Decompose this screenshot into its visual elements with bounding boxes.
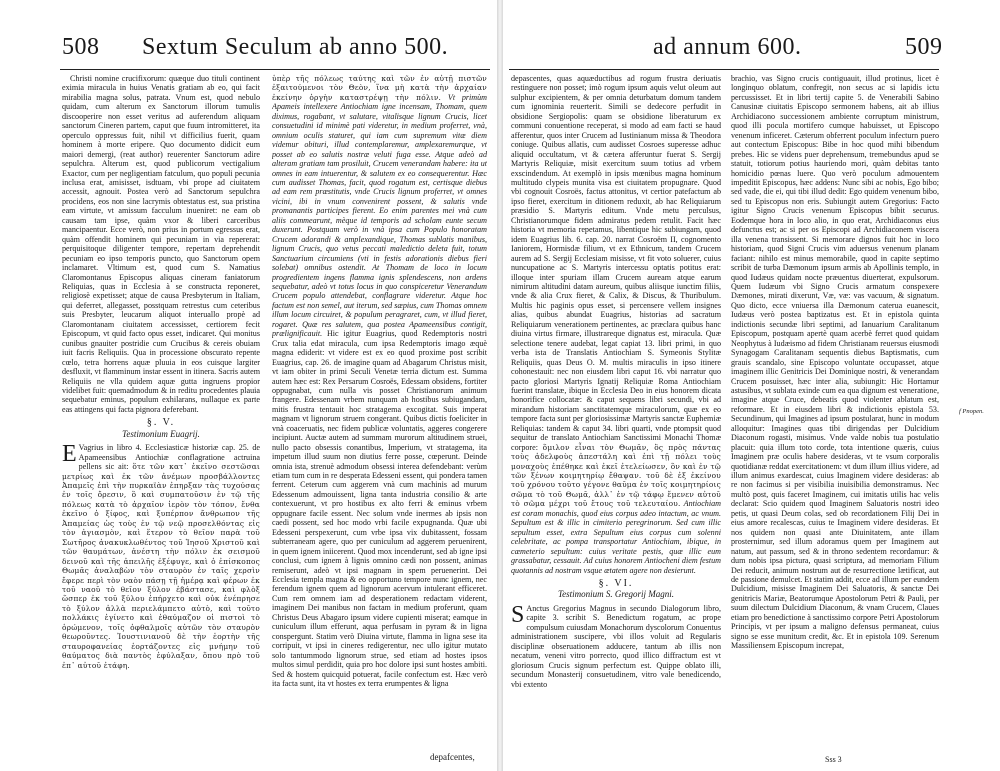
left-page bbox=[0, 0, 497, 771]
greek-passage-left-col2: ὑπὲρ τῆς πόλεως ταύτης καὶ τῶν ἐν αὐτῇ πιστῶν ἐξαιτούμενοι τὸν Θεὸν, ἵνα μὴ κατὰ τὴν ἀρχαίαν ἐκείνην ὀργὴν καταστρέψῃ τὴν πόλιν. bbox=[272, 74, 487, 102]
left-col1-paragraph: Christi nomine crucifixorum: quæque duo tituli continent eximia miracula in huius Venatis gratiam ab eo, qui facit mirabilia magna solus, patrata. Vnum est, quod nebulo quidam, cum alterum ex Sanctorum illorum tumulis discooperire non esset veritus ad auferendum aliquam sanctorum Cineren partem, caput que fuum intromitteret, ita operculo oppressus fuit, nihil vt difficilius fuerit, quam hominem à morte eripere. Quo documento didicit eum maiori demergi, (reat author) reuerenter Sanctorum adire sepulchra. Alterum est, quod publicorum vectigalium Exactor, cum per negligentiam fatculum, quo populi pecunia inclusa erat, amisisset, isdtuam, vbi prope ad ciuitatem accessit, agnouit. Postea verò ad Sanctorum sepulchra procidens, eos non sine lacrymis obtestatus est, sua pristina eam virtute, vt amissum facculum inueniret: ne eam ob causam tam ipse, quàm vxor & liberi carceribus mancipaentur. Ecce verò, non prius in portum egressus erat, quàm offendit hominem qui pecuniam in via repererat: perquisitoque diligenter tempore, repertam deprehendit pecuniam eo ipso temporis puncto, quo Sanctorum opem inclamaret. Vltimum est, quod cum S. Namatius Claromontanus Episcopus aliquas cineram faniatorum Reliquias, quas in Ecclesia à se constructa reponeret, religiosè expetisset; atque de causa Presbyterum in Italiam, qui deferret, allegasset, posstquam retrestus cum ceteribus suis Presbyter, leucarum aliquot interuallo propè ad Claromontanam ciuitatem accessisset, certiorem fecit Episcopum, vt quid facto opus esset, indicaret. Qui monitus cunibus gnauiter postridie cum Crucibus & cereis obuiam iuit facris Reliquiis. Qua in processione obscurato repente cœlo, tetra horrens aquæ pluuia in eos cuisque largiter desfluxit, vt flamminum instar essent in itinera. Sacris autem Reliquiis ne vlla quidem aquæ gutta ingruens propior videlibet fuit: quemadmodum & in reditu procedentes plauia sequebatur eminus, populum exhilarans, nullaque ex parte eas attingens qui facta pignora deferebant. bbox=[62, 74, 260, 414]
section-vi-intro: Anctus Gregorius Magnus in secundo Dialogorum libro, capite 3. scribit S. Benedictum rogatum, ac prope compulsum cuiusdam Monachorum dyscolorum Conuentus administrationem suscipere, vbi illos voluit ad Regularis disciplinæ obseruationem adducere, tantum ab illis non necatum, veneni vitro porrecto, quod illico diffractum est vt gloriosum Crucis signum perfectum est. Quippe oblato illi, secundum Monasterij consuetudinem, vitro vale benedicendo, vbi extento bbox=[511, 603, 721, 689]
latin-commentary: Hic igitur Euagrius, quod Redemptoris nostri Crux talia edat miracula, cum ipsa Redemptoris imago æquè magna ediderit: vt videre est ex eo quod proxime post scribit Euagrius, cap. 26. de imagine quam ad Abagarum Christus misit, vt iam obiter in primi Seculi Venetæ terria dictum est. Summa autem hæc est: Rex Persarum Cosroës, Edessam obsidens, fortiter oppugnabat, cum nulla vis posset Christianorum animum frangere. Edessenam vrbem nunquam ab hostibus subiugandam, mitis frustra tentauit hoc stratagema excogitat. Suis imperat magnam vt lignorum struem congerant. Quibus dictis foeliciter in vnà coaceruatis, nec fidem publicæ voluntatis, aggeres congerere incipiunt. Auctæ autem ad summam murorum altitudinem struei, nullo pacto obsessis conantibus, Imperium, vt stratagema, ita impetum illud suum non diutius ferre posse, cœperunt. Deinde omnia ista, strenuè admodum obsessi interea defendebant: verùm etiam tum cum in re desperata Edesseni essent, qui pondera tamen ferrent. Ceterum cum aggerem vnà cum machinis ad murum Edessenum admouissent, ligna tanta industria consilio & arte contexuerunt, vt pro hostibus ex alto ferri & eminus vrbem oppugnare facile essent. Nec solum vnde inermes ab ipsis non caedi possent, sed hoc modo vrbi facile expugnanda. Quæ ubi Edesseni perspexerunt, cum vrbe ipsa vix dubitassent, fossam subterraneam agere, quo per cuniculum ad aggerem peruenirent, in quem ignem iniicerent. Quod mox incenderunt, sed ab igne ipsi conclusi, cum ignem à lignis omnino cædi non possent, animas remiserunt, adeò vt ipsi magnam in spem peruenerint. Dei Ecclesia templa magna & eo opportuno tempore nunc ignem, nec ferendum ignem quem ad lignorum acervum intulerant efficeret. Cum rem omnem iam ad desperationem redactam viderent, imaginem Dei manibus non factam in medium proferunt, quam Christus Deus Abagaro ipsum videre cupienti miserat; eamque in cuniculum illum efferunt, aqua perfusam in pyram & in ligna conspergunt. Statim verò Diuina virtute, flamma in ligna sese ita corripuit, vt ipsi in cineres redigerentur, nec ullo igitur mutato solo tantummodo lignorum strue, sed etiam ad hostes ipsos multos simul perdidit, quia pro hoc dolore ipsi sunt hostes ambiti. Sed & hostem quicquid potuerat, facile confectum est. Hæc verò ita facta sunt, ita vt hostes ex terra erumpentes & ligna bbox=[272, 329, 487, 688]
margin-note: f Pnopen. bbox=[959, 408, 984, 415]
signature-mark: Sss 3 bbox=[825, 755, 842, 764]
right-column-2 bbox=[731, 74, 939, 746]
right-page-number: 509 bbox=[905, 34, 943, 60]
greek-passage-left: ὅτε τῶν κατ᾽ ἐκεῖνο σεστῶσαι μετρίως καὶ ἐκ τῶν ἀνέμων προσβάλλοντες Ἀπαμεῖς ἐπὶ τὴν πυρκαϊὰν ἐπηρξαν τὰς τυχούσας ἐν τοῖς ὄρεσιν, ὃ καὶ συμπατοῦσιν ἐν τῷ τῆς πόλεως κατὰ τὸ ἀρχαῖον ἱερὸν τὸν τόπον, ἔνθα ἐκεῖνο ὁ ξίφος, καὶ ξυπέρπον ἄνθρωπον τῆς Ἀπαμείας ὡς τοὺς ἐν τῷ νεῷ προσελθόντας εἰς τὸν ἁγιασμὸν, καὶ ἕτερον τὸ θεῖον παρὰ τοῦ Σωτῆρος ἀνακυκλωθέντος τοῦ Ἰησοῦ Χριστοῦ καὶ τῶν θαυμάτων, ἀνέστη τὴν πόλιν ἐκ σεισμοῦ δεινοῦ καὶ τῆς ἀπειλῆς ἐξέφυγε, καὶ ὁ ἐπίσκοπος Θωμᾶς ἀναλαβὼν τὸν σταυρὸν ἐν ταῖς χερσὶν ἔφερε περὶ τὸν ναὸν πάσῃ τῇ ἡμέρᾳ καὶ φέρων ἐκ τοῦ ναοῦ τὸ θεῖον ξύλον ἐβάστασε, καὶ φλὸξ ὥσπερ ἐκ τοῦ ξύλου ἐπήρχετο καὶ οὐκ ἐνέπρησε τὸ ξύλον ἀλλὰ περιελάμπετο αὐτὸ, καὶ τοῦτο πολλάκις ἐγίνετο καὶ ἐθαύμαζον οἱ πιστοὶ τὸ ὁρώμενον, τοῖς ὀφθαλμοῖς αὐτῶν τὸν σταυρὸν θεωροῦντες. Ἰουστινιανοῦ δὲ τὴν ἑορτὴν τῆς σταυροφανείας ἑορτάζοντες εἰς μνήμην τοῦ θαύματος διὰ παντὸς ἐφύλαξαν, ὅπου πρὸ τοῦ ἐπ᾽ αὐτοῦ ἐτάφη. bbox=[62, 462, 260, 670]
section-v-number: §. V. bbox=[146, 417, 176, 429]
section-v-text bbox=[62, 443, 260, 670]
left-column-2 bbox=[272, 74, 487, 746]
latin-translation-italic: Vt primùm Apameis intellexere Antiochiam igne incensam, Thomam, quem diximus, rogabant, vt salutare, vitalisque lignum Crucis, licet consuetudini id minimè pati videretur, in medium proferret, vnà, omnium oculis staturet, qui iam cum supremum vitæ diem videmur obituri, illud contemplaremur, amplexaremurque, vt posset ab eo salutis nostræ veluti fuga esse. Atque adeò ad alteram gratiam tam prosiluit, Crucem venerandam habere: ita ut omnes in eam intuerentur, & salutem ex eo consequerentur. Hæc cum audisset Thomas, facit, quod rogatum est, certisque diebus ad eam rem præstitutis, vnde Crucis lignum proferret, vt omnes vicini, ibi in vnum convenirent possent, & salutis vnde promanantis participes fierent. Eo enim parentes mei vnà cum aliis commearunt, mèque id temporis ad scholam eunte secum duxerunt. Postquam verò in vnà ipsa cum Populo honoratam Crucem adorandi & amplexandique, Thomas sublatis manibus, lignum Crucis, quo vetus peccati maledictio deleta fuit, totum Sanctuarium circumiens (vti in festis adorationis diebus fieri solebat) omnibus ostendit. At Thomam de loco in locum progredientem ingens flamma ignis splendescens, non ardens sequebatur, adeò vt totus locus in quo conspiceretur Venerandum Crucem populo attendebat, conflagrare videretur. Atque hoc factum est non semel, aut iterum, sed sæpius, cum Thomas omnem illum locum circuiret, & populum peragraret, cum, vt illud fieret, rogaret. Quæ res salutem, qua postea Apameensibus contigit, prælignificauit. bbox=[272, 92, 487, 339]
right-col1-text: depascentes, quas aquæductibus ad rogum frustra deriuatis restinguere non posset; imò rogum ipsum aquis velut oleum aut sulphur excipientem, & per omnia deturbatum domum tandem cum ignominia reuerterit. Simili se dedecore perfudit in obsidione Sergiopolis: quam se obsidione liberaturum ex communi conuentione receperat, si modo ad eam facti se haud afferentur, quos inter Crucem ad Iustinianum missa & Theodora coniuge. Quibus allatis, cum audisset Cosroes superesse adhuc aliquid occultatum, vt & cætera afferuntur fuerat S. Sergij Martyris Reliquiæ, misit exercitum suum totius ad vrbem exscindendum. At exemplò in ipsis mœnibus magna hominum multitudo clypeis munita visa est ciuitatem propugnare. Quod vbi cognouit Cosroës, factus attonitus, vt certior patefactum ab ipso fieret, exercitum in ditionem reduxit, ab hac Reliquiarum præsidio S. Martyris editum. Vnde metu perculsus, Christianorumque fidem admiratus pedem retulit. Facit hæc historia vt memoria repetamus, libentique hic subiungam, quod idem Euagrius lib. 6. cap. 20. narrat Cosroëm II, cognomento Ianiorem, Hormisdæ filium, vt ex Ethnicum, tandem Crucem aurem ad S. Sergij Ecclesiam misisse, vt fit voto soluerer, cuius nuncupatione ac S. Martyris intercessu optatis potitus erat: illoque inter spuriam illam Crucem auream atque earum nimirum altitudini datam aureum, quibus aliisque iunctim filiis, vnde & alia Crux fieret, & Calix, & Discus, & Thuribulum. Multis hic paginis opus esset, si percensere vellem insignes alias, quibus abundat Euagrius, historias ad sacratum Reliquiarum venerationem pertinentes, ac præclara quibus hanc diuina virtus firmare, illustrareque dignatus est, miracula. Quæ selectione tenere audebat, legat capiat 13. libri primi, in quo verba ista de Translatis Antiochiam S. Symeonis Stylitæ Reliquiis, quas Deus O. M. multis miraculis in ipso itinere cohonestauit: nec non eiusdem libri caput 16. vbi narratur quo pacto gloriosi Martyris Ignatij Reliquiæ Roma Antiochiam fuerint translatæ, ibique in Ecclesia Deo in eius honorem dicata honorifice collocatæ: & caput sequens libri secundi, vbi ad mirandum historiam sanctitatemque miraculorum, quæ ex eo tempore facta sunt per gloriosissimæ Martyris sanctæ Euphemiæ Reliquias: tandem & caput 34. libri quarti, vnde ptompsit quod sequitur de translato Antiochiam Sanctissimi Monachi Thomæ corpore: bbox=[511, 74, 721, 452]
section-vi-text bbox=[511, 601, 721, 689]
right-running-head: ad annum 600. bbox=[653, 34, 802, 60]
section-v-intro: Vagrius in libro 4. Ecclesiasticæ historiæ cap. 25. de Apameensibus Antiochiæ conflagratione actruina pellens sic ait: bbox=[78, 443, 260, 472]
greek-passage-right: ὅμιλον εἶναι τὸν Θωμᾶν, ὃς πρὸς πάντας τοὺς ἀδελφοὺς ἀπεστάλη καὶ ἐπὶ τῇ πόλει τοὺς μοναχοὺς ἐπέθηκε καὶ ἐκεῖ ἐτελείωσεν, ὃν καὶ ἐν τῷ τῶν ξένων κοιμητηρίῳ ἔθαψαν. τοῦ δὲ ἐξ ἐκείνου τοῦ χρόνου τοῦτο γέγονε θαῦμα ἐν τοῖς κοιμητηρίοις σῶμα τὸ τοῦ Θωμᾶ, ἀλλ᾽ ἐν τῷ τάφῳ ἔμενεν αὐτοῦ τὸ σῶμα μέχρι τοῦ ἔτους τοῦ τελευταίου. bbox=[511, 442, 721, 509]
left-page-number: 508 bbox=[62, 34, 100, 60]
section-vi-number: §. VI. bbox=[598, 578, 634, 590]
catchword: depafcentes, bbox=[430, 752, 475, 762]
right-col2-text: brachio, vas Signo crucis contiguauit, illud protinus, licet è longinquo oblatum, confregit, non secus ac si lapidis ictu percussisset. Et in libri tertij capite 5. de Venerabili Sabino Canusinæ ciuitatis Episcopo sermonem habens, ait ab illius Archidiacono successionem ambiente corruptum ministrum, quod illi pocula mortifero cumque habuisset, ut Episcopo venenum inficeret. Cæterum obferrent poculum infecturn puero aut contectum Episcopus: Bibe in hoc quod mihi bibendum prebes. Hic se videns puer deprehensum, tremebundus apud se statuit, totiorum potius hauriendo mori, quàm debitas tanto homicidio pœnas luere. Quo verò poculum admouentem impeditit Episcopus, hæc addens: Nunc sibi ac nobis, Ego bibo; sed vade, die ei, qui tibi illud dedit: Ego quidem venenum bibo, sed tu Episcopus non eris. Subiungit autem Gregorius: Facto igitur Signo Crucis venenum Episcopus bibit securus. Eodemque hora in loco alio, in quo erat, Archidiaconus eius defunctus est; ac si per os Episcopi ad Archidiaconem viscera illa venena transissent. Si memorare dignos fuit hoc in loco historiam, quod Signi Crucis vim aduersus venenum planam faciant: nihilo est minus memorabile, quod in capite septimo scribit de turba Dæmonum ipsum armis ab Apollinis templo, in quod Iudæus quidam nocte præuentus diuerterat, expulsorum. Quem Iudæum vbi Signo Crucis armatum conspexere Dæmones, mirati dixerunt, Væ, væ: vas vacuum, & signatum. Quo dicto, ecce vniuersa illa Dæmonum caterua euanescit, Iudæus verò postea baptizatus est. Et in epistola quinta indictionis secundæ libri septimi, ad Ianuarium Caralitanum Episcopum, postquam apertè quam acerbè ferret quod quidam Neophytus à Iudæismo ad fidem Christianam reuersus eiusmodi Synagogam Caralitanam sequentis diebus Baptismatis, cum grauis scandalo, sine Episcopo voluntate occupasset, atque imaginem illic Genitricis Dei Dominique nostri, & venerandam Crucem posuisset, hæc inter alia, subiungit: Hic Hortamur astusibus, vt sublata exinde cum ea qua dignum est veneratione, imagine atque Cruce, debeatis quod violenter ablatum est, reformare. Et in eiusdem libri & indictionis epistola 53. Secundinum, qui Imagines ad ipsum postularat, hunc in modum alloquitur: Imagines quas tibi dirigendas per Dulcidium Diaconum rogasti, misimus. Vnde valde nobis tua postulatio placuit: quia illum toto corde, tota intentione quæris, cuius Imaginem præ oculis habere desideras, vt te vsum corporalis quotidianæ reddat exercitationem: vt dum illum illius videre, ad illum animus exardescat, cuius Imaginem videre desideras: ab re non facimus si per visibilia inuisibilia demonstramus. Nec multò post, quis faceret Imaginem, cui imitatis utilis hac velis declarat: Scio quidem quod Imaginem Saluatoris nostri ideo petis, ut quasi Deum colas, sed ob recordationem Filij Dei in eius amore recalescas, cuius te Imaginem videre desideras. Et nos quidem non quasi ante Diuinitatem, ante illam prosternimur, sed illum adoramus quem per Imaginem aut natum, aut passum, sed & in throno sedentem recordamur: & dum nobis ipsa pictura, quasi scriptura, ad memoriam Filium Dei reducit, animum nostrum aut de resurrectione lætificat, aut de passione demulcet. Et statim addit, ecce ad illum per eundem Dulcidium, misisse Imaginem Dei Saluatoris, & sanctæ Dei genitricis Mariæ, Beatorumque Apostolorum Petri & Pauli, per suum dilectum Dulcidium Diaconum, & vnam Crucem, Claues etiam pro benedictione à sanctissimo corpore Petri Apostolorum Principis, vt per ipsum a maligno defensus permaneat, cuius signo se esse munitum credit, &c. Et in epistola 109. Serenum Massiliensem Episcopum increpat, bbox=[731, 74, 939, 651]
right-col1-italic: Antiochiam est coram monachis, quod eius corpus adeo intactum, ac vnum. Sepultum est & illic in cimiterio peregrinorum. Sed cum illic sepultum esset, extra Sepultum eius corpus cum solenni celebritate, ac pompa transportatur Antiochiam, ibique, in cæmeterio sepultum: cuius veritate pestis, quæ illic eum grassabatur, cessauit. Ad cuius honorem Antiocheni diem festum quotannis ad nostram vsque ætatem agere non desierunt. bbox=[511, 499, 721, 575]
right-header-rule bbox=[509, 69, 939, 70]
dropcap-s: S bbox=[511, 601, 525, 628]
right-column-1 bbox=[511, 74, 721, 762]
right-page bbox=[503, 0, 1000, 771]
left-running-head: Sextum Seculum ab anno 500. bbox=[142, 34, 449, 60]
dropcap-e: E bbox=[62, 441, 77, 468]
section-vi-title: Testimonium S. Gregorij Magni. bbox=[557, 589, 675, 600]
section-v-title: Testimonium Euagrij. bbox=[122, 428, 200, 439]
left-header-rule bbox=[60, 69, 490, 70]
left-column-1 bbox=[62, 74, 260, 762]
